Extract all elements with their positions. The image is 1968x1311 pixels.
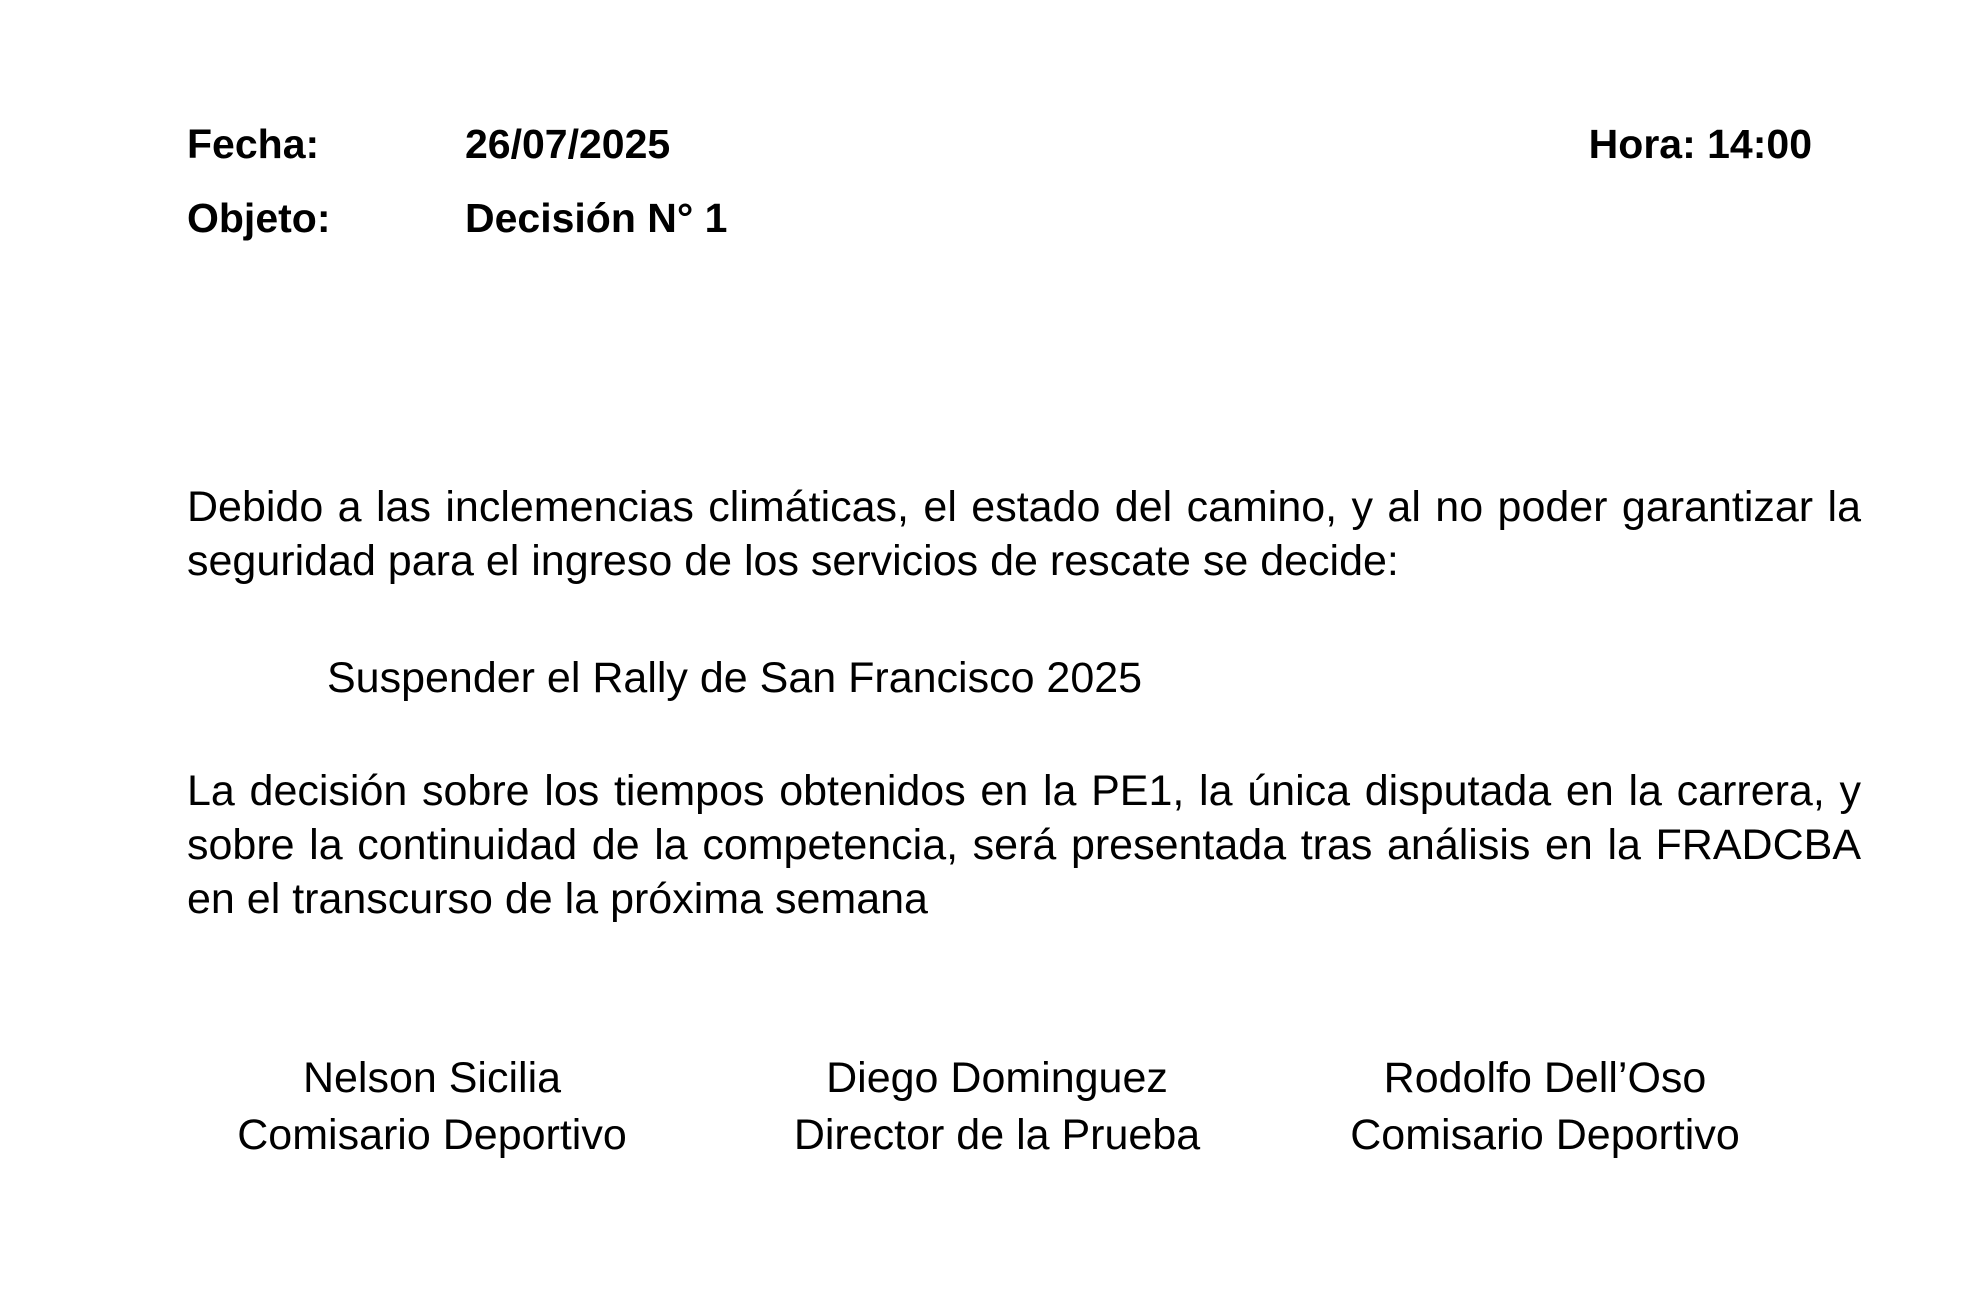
signature-block (192, 1050, 672, 1164)
signatory-name: Diego Dominguez (826, 1054, 1168, 1102)
objeto-label: Objeto: (187, 195, 331, 241)
paragraph-followup: La decisión sobre los tiempos obtenidos en la PE1, la única disputada en la carrera, y sobre la continuidad de la competencia, será presentada tras análisis en la FRADCBA en el transcurso de la próxima semana (187, 767, 1861, 923)
signature-block (1305, 1050, 1785, 1164)
hora-text: Hora: 14:00 (1588, 121, 1812, 167)
objeto-value: Decisión N° 1 (465, 195, 728, 241)
signatory-role: Comisario Deportivo (237, 1111, 627, 1159)
paragraph-reason: Debido a las inclemencias climáticas, el estado del camino, y al no poder garantizar la seguridad para el ingreso de los servicios de rescate se decide: (187, 483, 1861, 585)
signatory-name: Rodolfo Dell’Oso (1383, 1054, 1707, 1102)
fecha-label: Fecha: (187, 121, 320, 167)
signatory-role: Director de la Prueba (793, 1111, 1201, 1159)
decision-statement: Suspender el Rally de San Francisco 2025 (327, 654, 1143, 702)
signature-block (757, 1050, 1237, 1164)
signatory-name: Nelson Sicilia (302, 1054, 562, 1102)
signatory-role: Comisario Deportivo (1350, 1111, 1740, 1159)
fecha-value: 26/07/2025 (465, 121, 671, 167)
